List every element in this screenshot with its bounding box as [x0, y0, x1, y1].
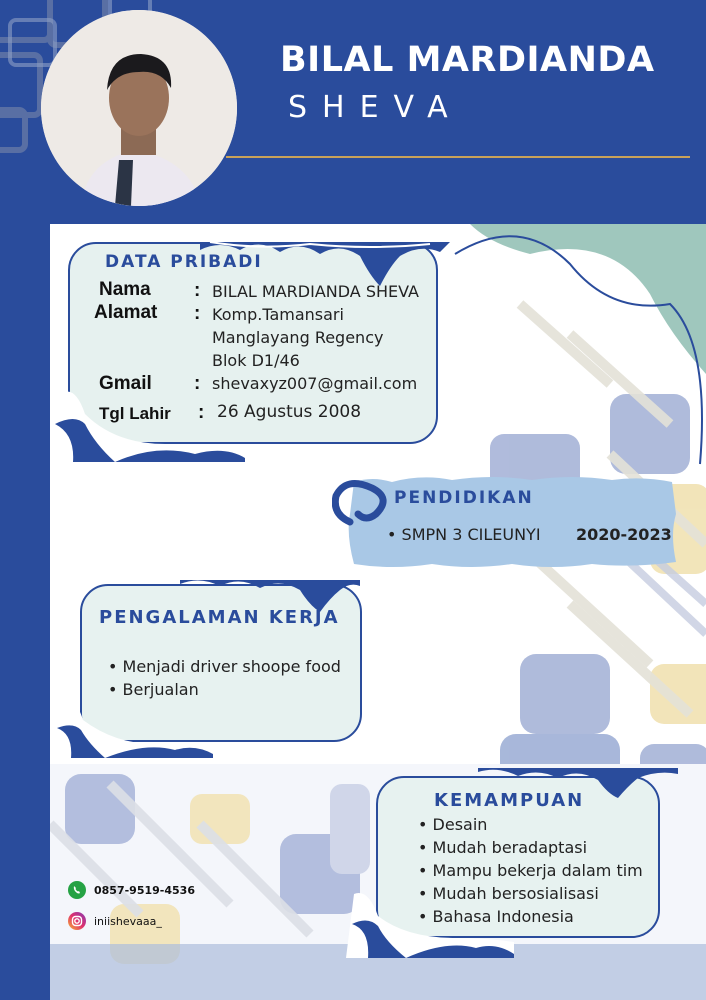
school-years: 2020-2023 — [576, 525, 672, 544]
wave-decoration-pengalaman-bottom — [55, 694, 215, 758]
profile-photo — [41, 10, 237, 206]
whatsapp-icon — [68, 881, 86, 899]
colon: : — [198, 402, 205, 423]
pengalaman-title: PENGALAMAN KERJA — [99, 607, 340, 628]
instagram-icon — [68, 912, 86, 930]
list-item: • Mampu bekerja dalam tim — [418, 859, 643, 882]
kemampuan-title: KEMAMPUAN — [434, 790, 585, 811]
list-item: • Bahasa Indonesia — [418, 905, 643, 928]
phone-number: 0857-9519-4536 — [94, 883, 195, 897]
nama-label: Nama — [99, 279, 151, 300]
school-name-text: SMPN 3 CILEUNYI — [401, 525, 541, 544]
tgl-lahir-label: Tgl Lahir — [99, 404, 171, 423]
header-divider — [226, 156, 690, 158]
colon: : — [194, 280, 201, 301]
colon: : — [194, 303, 201, 324]
contact-phone — [68, 881, 195, 899]
pengalaman-list — [108, 655, 341, 701]
list-item: • Mudah beradaptasi — [418, 836, 643, 859]
gmail-value: shevaxyz007@gmail.com — [212, 374, 418, 393]
colon: : — [194, 373, 201, 394]
contact-instagram — [68, 912, 162, 930]
alamat-line-1: Komp.Tamansari — [212, 305, 344, 324]
tgl-lahir-value: 26 Agustus 2008 — [217, 402, 362, 422]
alamat-line-3: Blok D1/46 — [212, 351, 300, 370]
instagram-handle: iniishevaaa_ — [94, 914, 162, 928]
school-name: • SMPN 3 CILEUNYI — [387, 525, 541, 544]
name-line-2: SHEVA — [288, 90, 463, 125]
alamat-label: Alamat — [94, 302, 158, 323]
list-item: • Menjadi driver shoope food — [108, 655, 341, 678]
kemampuan-list — [418, 813, 643, 928]
name-line-1: BILAL MARDIANDA — [280, 40, 655, 80]
resume-page — [50, 224, 706, 1000]
list-item: • Mudah bersosialisasi — [418, 882, 643, 905]
gmail-label: Gmail — [99, 373, 152, 394]
list-item: • Desain — [418, 813, 643, 836]
pendidikan-title: PENDIDIKAN — [394, 488, 534, 508]
nama-value: BILAL MARDIANDA SHEVA — [212, 282, 419, 301]
alamat-line-2: Manglayang Regency — [212, 328, 384, 347]
data-pribadi-title: DATA PRIBADI — [105, 252, 263, 272]
list-item: • Berjualan — [108, 678, 341, 701]
